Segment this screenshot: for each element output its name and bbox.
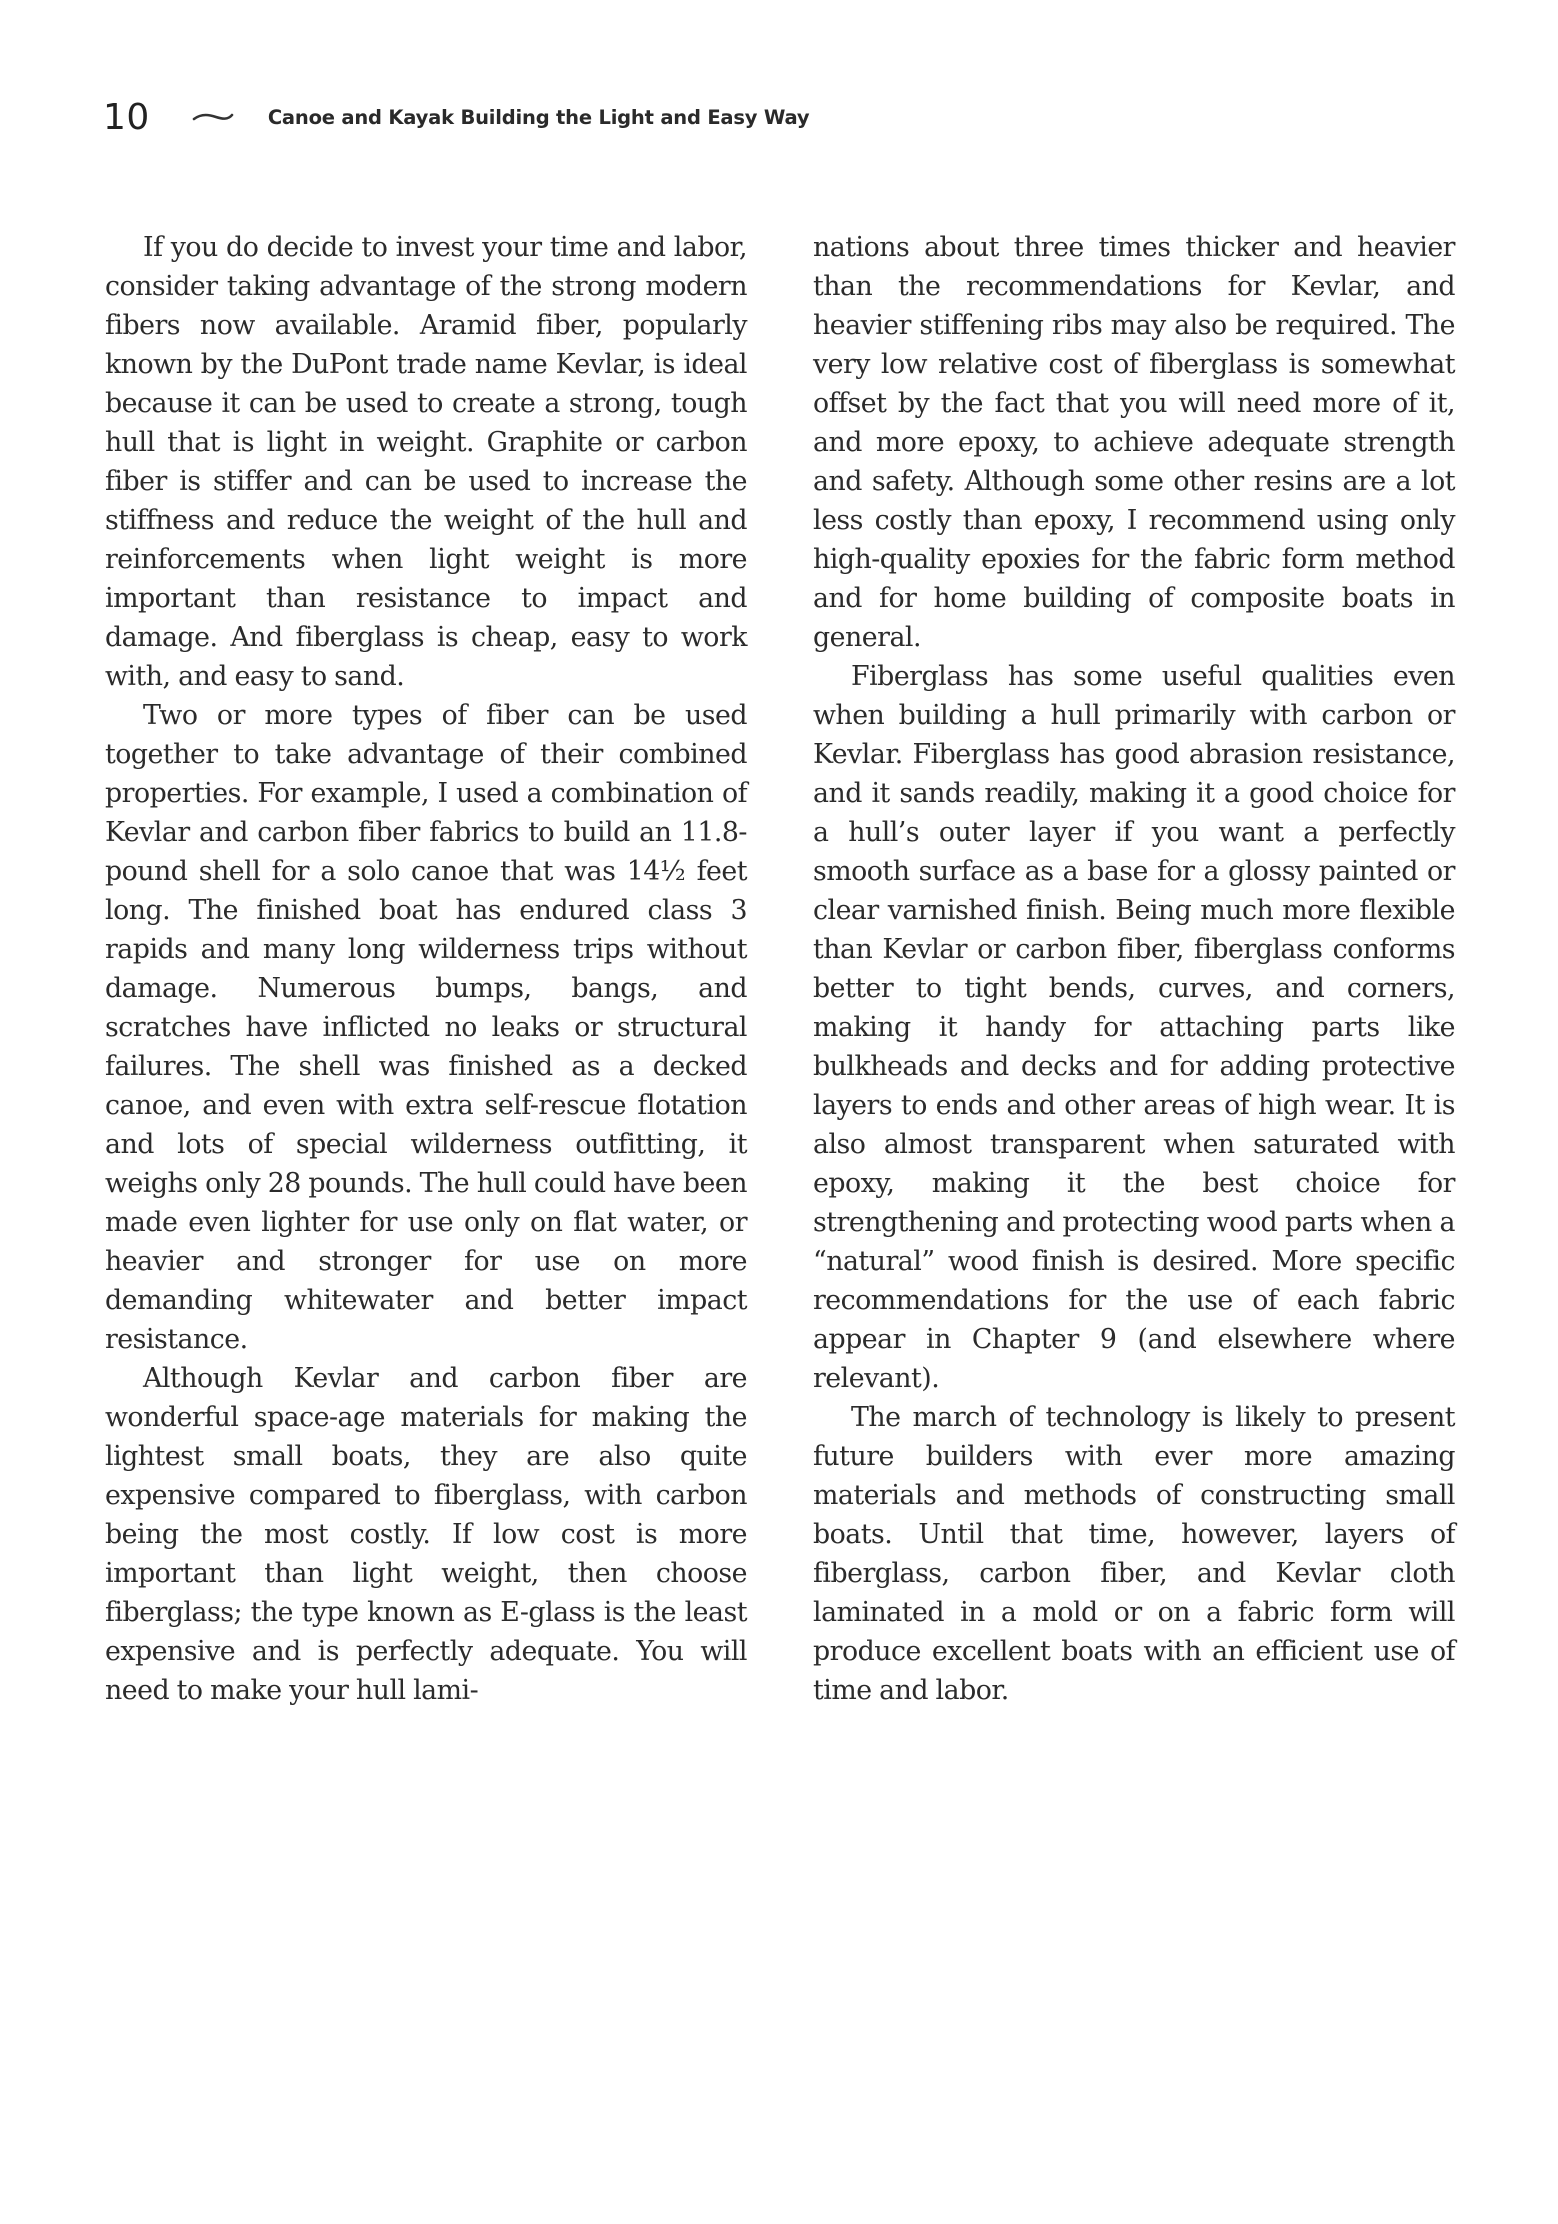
right-column	[813, 228, 1455, 1710]
tilde-dash-icon	[192, 110, 234, 124]
running-title: Canoe and Kayak Building the Light and Easy Way	[267, 105, 810, 129]
paragraph: Fiberglass has some useful qualities even when building a hull primarily with carbon or Kevlar. Fiberglass has good abrasion resistance, and it sands readily, making it a good choice for a hull’s outer layer if you want a perfectly smooth surface as a base for a glossy painted or clear varnished finish. Being much more flexible than Kevlar or carbon fiber, fiberglass conforms better to tight bends, curves, and corners, making it handy for attaching parts like bulkheads and decks and for adding protective layers to ends and other areas of high wear. It is also almost transparent when saturated with epoxy, making it the best choice for strengthening and protecting wood parts when a “natural” wood finish is desired. More specific recommendations for the use of each fabric appear in Chapter 9 (and elsewhere where relevant).	[813, 661, 1455, 1394]
paragraph: The march of technology is likely to present future builders with ever more amazing materials and methods of constructing small boats. Until that time, however, layers of fiberglass, carbon fiber, and Kevlar cloth laminated in a mold or on a fabric form will produce excellent boats with an efficient use of time and labor.	[813, 1402, 1455, 1706]
left-column	[105, 228, 747, 1710]
paragraph: If you do decide to invest your time and labor, consider taking advantage of the strong modern fibers now available. Aramid fiber, popularly known by the DuPont trade name Kevlar, is ideal because it can be used to create a strong, tough hull that is light in weight. Graphite or carbon fiber is stiffer and can be used to increase the stiffness and reduce the weight of the hull and reinforcements when light weight is more important than resistance to impact and damage. And fiberglass is cheap, easy to work with, and easy to sand.	[105, 232, 747, 692]
page-number: 10	[103, 96, 150, 138]
paragraph: Two or more types of fiber can be used together to take advantage of their combined properties. For example, I used a combination of Kevlar and carbon fiber fabrics to build an 11.8-pound shell for a solo canoe that was 14½ feet long. The finished boat has endured class 3 rapids and many long wilderness trips without damage. Numerous bumps, bangs, and scratches have inflicted no leaks or structural failures. The shell was finished as a decked canoe, and even with extra self-rescue flotation and lots of special wilderness outfitting, it weighs only 28 pounds. The hull could have been made even lighter for use only on flat water, or heavier and stronger for use on more demanding whitewater and better impact resistance.	[105, 700, 747, 1355]
paragraph: Although Kevlar and carbon fiber are wonderful space-age materials for making the lightest small boats, they are also quite expensive compared to fiberglass, with carbon being the most costly. If low cost is more important than light weight, then choose fiberglass; the type known as E-glass is the least expensive and is perfectly adequate. You will need to make your hull lami-	[105, 1363, 747, 1706]
running-head	[103, 92, 809, 142]
paragraph-continuation: nations about three times thicker and heavier than the recommendations for Kevlar, and heavier stiffening ribs may also be required. The very low relative cost of fiberglass is somewhat offset by the fact that you will need more of it, and more epoxy, to achieve adequate strength and safety. Although some other resins are a lot less costly than epoxy, I recommend using only high-quality epoxies for the fabric form method and for home building of composite boats in general.	[813, 232, 1455, 653]
